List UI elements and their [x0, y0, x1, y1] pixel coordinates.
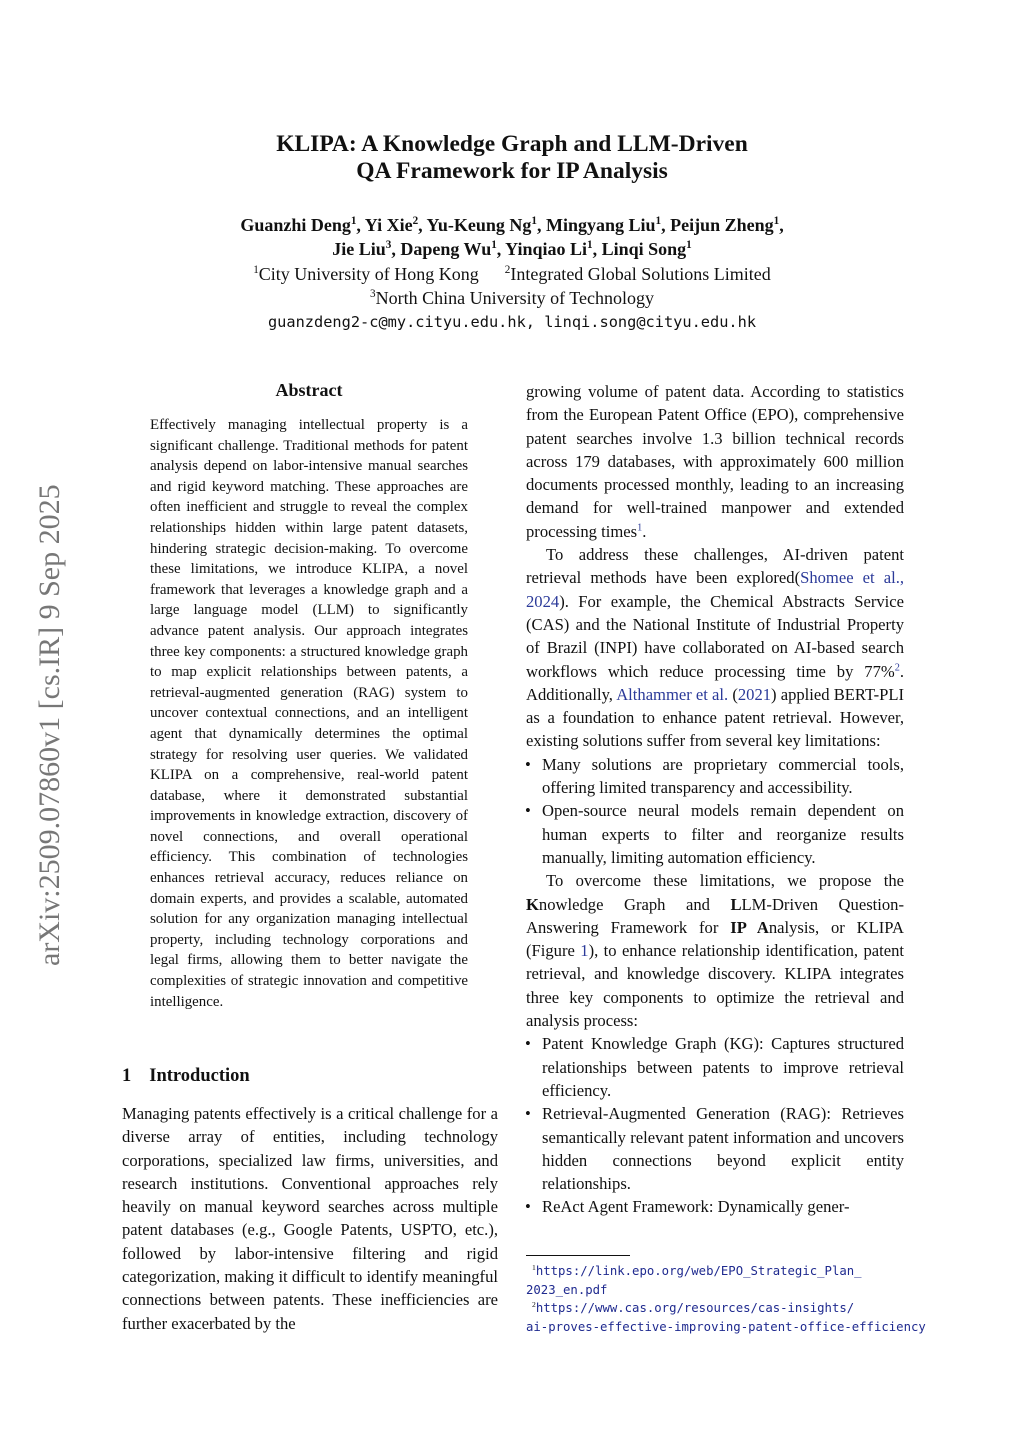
author-affiliation-mark: 1: [531, 215, 537, 227]
bullet-icon: •: [525, 1034, 531, 1054]
abstract-heading: Abstract: [275, 380, 343, 400]
footnote-2: [526, 1299, 926, 1318]
footnote-2-continued[interactable]: ai-proves-effective-improving-patent-office-efficiency: [526, 1319, 926, 1334]
list-item-text: Open-source neural models remain dependent on human experts to filter and reorganize results manually, limiting automation efficiency.: [542, 801, 904, 867]
footnote-1-continued[interactable]: 2023_en.pdf: [526, 1282, 608, 1297]
author-name: Peijun Zheng: [670, 215, 774, 235]
acronym-letter: L: [730, 894, 742, 914]
list-item: [526, 1102, 904, 1195]
citation-link-althammer[interactable]: Althammer et al.: [616, 684, 729, 704]
author-name: Dapeng Wu: [400, 239, 492, 259]
title-line-1: KLIPA: A Knowledge Graph and LLM-Driven: [276, 131, 748, 157]
citation-year-link[interactable]: 2021: [737, 684, 772, 704]
affiliation-line-1: [0, 262, 1024, 286]
abstract-text: Effectively managing intellectual property is a significant challenge. Traditional methods for patent analysis depend on labor-intensive manual searches and rigid keyword matching. These approaches are often inefficient and struggle to reveal the complex relationships hidden within large patent datasets, hindering strategic decision-making. To overcome these limitations, we introduce KLIPA, a novel framework that leverages a knowledge graph and a large language model (LLM) to significantly advance patent analysis. Our approach integrates three key components: a structured knowledge graph to map explicit relationships between patents, a retrieval-augmented generation (RAG) system to uncover contextual connections, and an intelligent agent that dynamically determines the optimal strategy for resolving user queries. We validated KLIPA on a comprehensive, real-world patent database, where it demonstrated substantial improvements in knowledge extraction, discovery of novel connections, and overall operational efficiency. This combination of technologies enhances retrieval accuracy, reduces reliance on domain experts, and provides a scalable, automated solution for any organization managing intellectual property, including technology corporations and legal firms, allowing them to better navigate the complexities of strategic innovation and competitive intelligence.: [150, 417, 468, 1010]
author-separator: ,: [592, 239, 602, 259]
arxiv-identifier: arXiv:2509.07860v1 [cs.IR] 9 Sep 2025: [33, 484, 66, 966]
list-item: [526, 799, 904, 869]
citation-year-link[interactable]: 2024: [526, 591, 560, 611]
introduction-paragraph: Managing patents effectively is a critical challenge for a diverse array of entities, including technology corporations, specialized law firms, universities, and research institutions. Conventional approaches rely heavily on manual keyword searches across multiple patent databases (e.g., Google Patents, USPTO, etc.), followed by labor-intensive filtering and rigid categorization, making it difficult to identify meaningful connections between patents. These inefficiencies are further exacerbated by the: [122, 1104, 498, 1333]
affiliation-mark: 3: [370, 288, 376, 300]
acronym-letter: IP A: [730, 917, 769, 937]
paragraph-text: growing volume of patent data. According to statistics from the European Patent Office (EPO), comprehensive patent searches involve 1.3 billion technical records across 179 databases, with approximately 600 million documents processed monthly, leading to an increasing demand for well-trained manpower and extended processing times: [526, 382, 904, 541]
bullet-icon: •: [525, 1104, 531, 1124]
footnotes: [526, 1262, 926, 1336]
paragraph-text: ). For example, the Chemical Abstracts Service (CAS) and the National Institute of Industrial Property of Brazil (INPI) have collaborated on AI-based search workflows which reduce processing time by 77%: [526, 591, 904, 681]
paragraph-ai-driven: [526, 543, 904, 753]
paragraph-text: nalysis, or KLIPA (Figure: [526, 917, 904, 961]
author-name: Yinqiao Li: [505, 239, 588, 259]
citation-link-shomee[interactable]: Shomee et al.,: [800, 568, 904, 588]
list-item: [526, 753, 904, 800]
author-name: Yi Xie: [364, 215, 413, 235]
author-affiliation-mark: 1: [686, 239, 692, 251]
title-line-2: QA Framework for IP Analysis: [356, 158, 668, 184]
list-item-text: ReAct Agent Framework: Dynamically gener-: [542, 1197, 850, 1217]
list-item-text: Many solutions are proprietary commercial tools, offering limited transparency and accessibility.: [542, 754, 904, 798]
paragraph-text: LM-Driven Question-Answering Framework for: [526, 894, 904, 937]
footnote-number: 1: [532, 1262, 536, 1272]
list-item-text: Patent Knowledge Graph (KG): Captures structured relationships between patents to improve retrieval efficiency.: [542, 1034, 904, 1100]
contact-emails: guanzdeng2-c@my.cityu.edu.hk, linqi.song@cityu.edu.hk: [267, 313, 757, 331]
author-separator: ,: [496, 239, 506, 259]
paragraph-text: nowledge Graph and: [538, 894, 731, 914]
author-name: Yu-Keung Ng: [426, 215, 532, 235]
author-affiliation-mark: 1: [655, 215, 662, 227]
paragraph-text: (: [732, 684, 738, 704]
author-affiliation-mark: 1: [350, 215, 357, 227]
author-affiliation-mark: 2: [412, 215, 419, 227]
paragraph-text: ), to enhance relationship identification, patent retrieval, and knowledge discovery. KLIPA integrates three key components to optimize the retrieval and analysis process:: [526, 941, 905, 1031]
bullet-icon: •: [525, 1197, 531, 1217]
affiliation-line-2: [0, 286, 1024, 310]
components-list: [526, 1032, 904, 1218]
affiliation-mark: 2: [504, 264, 511, 276]
section-title: Introduction: [149, 1066, 250, 1086]
bullet-icon: •: [525, 801, 531, 821]
author-affiliation-mark: 1: [587, 239, 593, 251]
paragraph-text: To address these challenges, AI-driven patent retrieval methods have been explored(: [526, 545, 904, 588]
limitations-list: [526, 753, 904, 869]
list-item-text: Retrieval-Augmented Generation (RAG): Retrieves semantically relevant patent information and uncovers hidden connections beyond explicit entity relationships.: [542, 1104, 904, 1194]
section-number: 1: [122, 1066, 132, 1086]
author-name: Jie Liu: [332, 239, 386, 259]
footnote-number: 2: [532, 1299, 536, 1309]
author-line-2: [0, 237, 1024, 261]
affiliation-3: North China University of Technology: [375, 288, 654, 308]
paper-title: [0, 131, 1024, 185]
acronym-letter: K: [526, 894, 539, 914]
affiliation-1: City University of Hong Kong: [258, 264, 479, 284]
paragraph-text: To overcome these limitations, we propose the: [546, 871, 904, 891]
footnote-1: [526, 1262, 926, 1281]
author-line-1: [0, 213, 1024, 237]
section-heading-introduction: [122, 1066, 250, 1087]
author-separator: ,: [391, 239, 401, 259]
paragraph-text: ) applied BERT-PLI as a foundation to enhance patent retrieval. However, existing solutions suffer from several key limitations:: [526, 684, 904, 751]
paragraph-text: . Additionally,: [526, 661, 904, 704]
author-affiliation-mark: 1: [491, 239, 497, 251]
author-name: Linqi Song: [601, 239, 687, 259]
footnote-link[interactable]: https://link.epo.org/web/EPO_Strategic_Plan_: [535, 1264, 862, 1278]
list-item: [526, 1195, 904, 1218]
affiliations: [0, 262, 1024, 334]
bullet-icon: •: [525, 754, 531, 774]
author-name: Mingyang Liu: [545, 215, 656, 235]
affiliation-2: Integrated Global Solutions Limited: [510, 264, 771, 284]
footnote-ref-1[interactable]: 1: [637, 522, 643, 534]
author-affiliation-mark: 1: [773, 215, 780, 227]
paragraph-klipa-proposal: [526, 869, 904, 1032]
author-separator: ,: [536, 215, 546, 235]
author-separator: ,: [356, 215, 365, 235]
right-column: [526, 380, 904, 1219]
affiliation-mark: 1: [253, 264, 259, 276]
author-affiliation-mark: 3: [385, 239, 392, 251]
author-separator: ,: [418, 215, 427, 235]
author-separator: ,: [779, 215, 784, 235]
footnote-ref-2[interactable]: 2: [894, 662, 900, 674]
figure-ref-link[interactable]: 1: [580, 941, 589, 961]
list-item: [526, 1032, 904, 1102]
footnote-divider: [526, 1255, 630, 1256]
paragraph-patent-volume: [526, 380, 904, 543]
author-name: Guanzhi Deng: [240, 215, 351, 235]
author-list: [0, 213, 1024, 261]
author-separator: ,: [661, 215, 671, 235]
footnote-link[interactable]: https://www.cas.org/resources/cas-insights/: [535, 1301, 855, 1315]
paragraph-text: .: [642, 521, 647, 541]
